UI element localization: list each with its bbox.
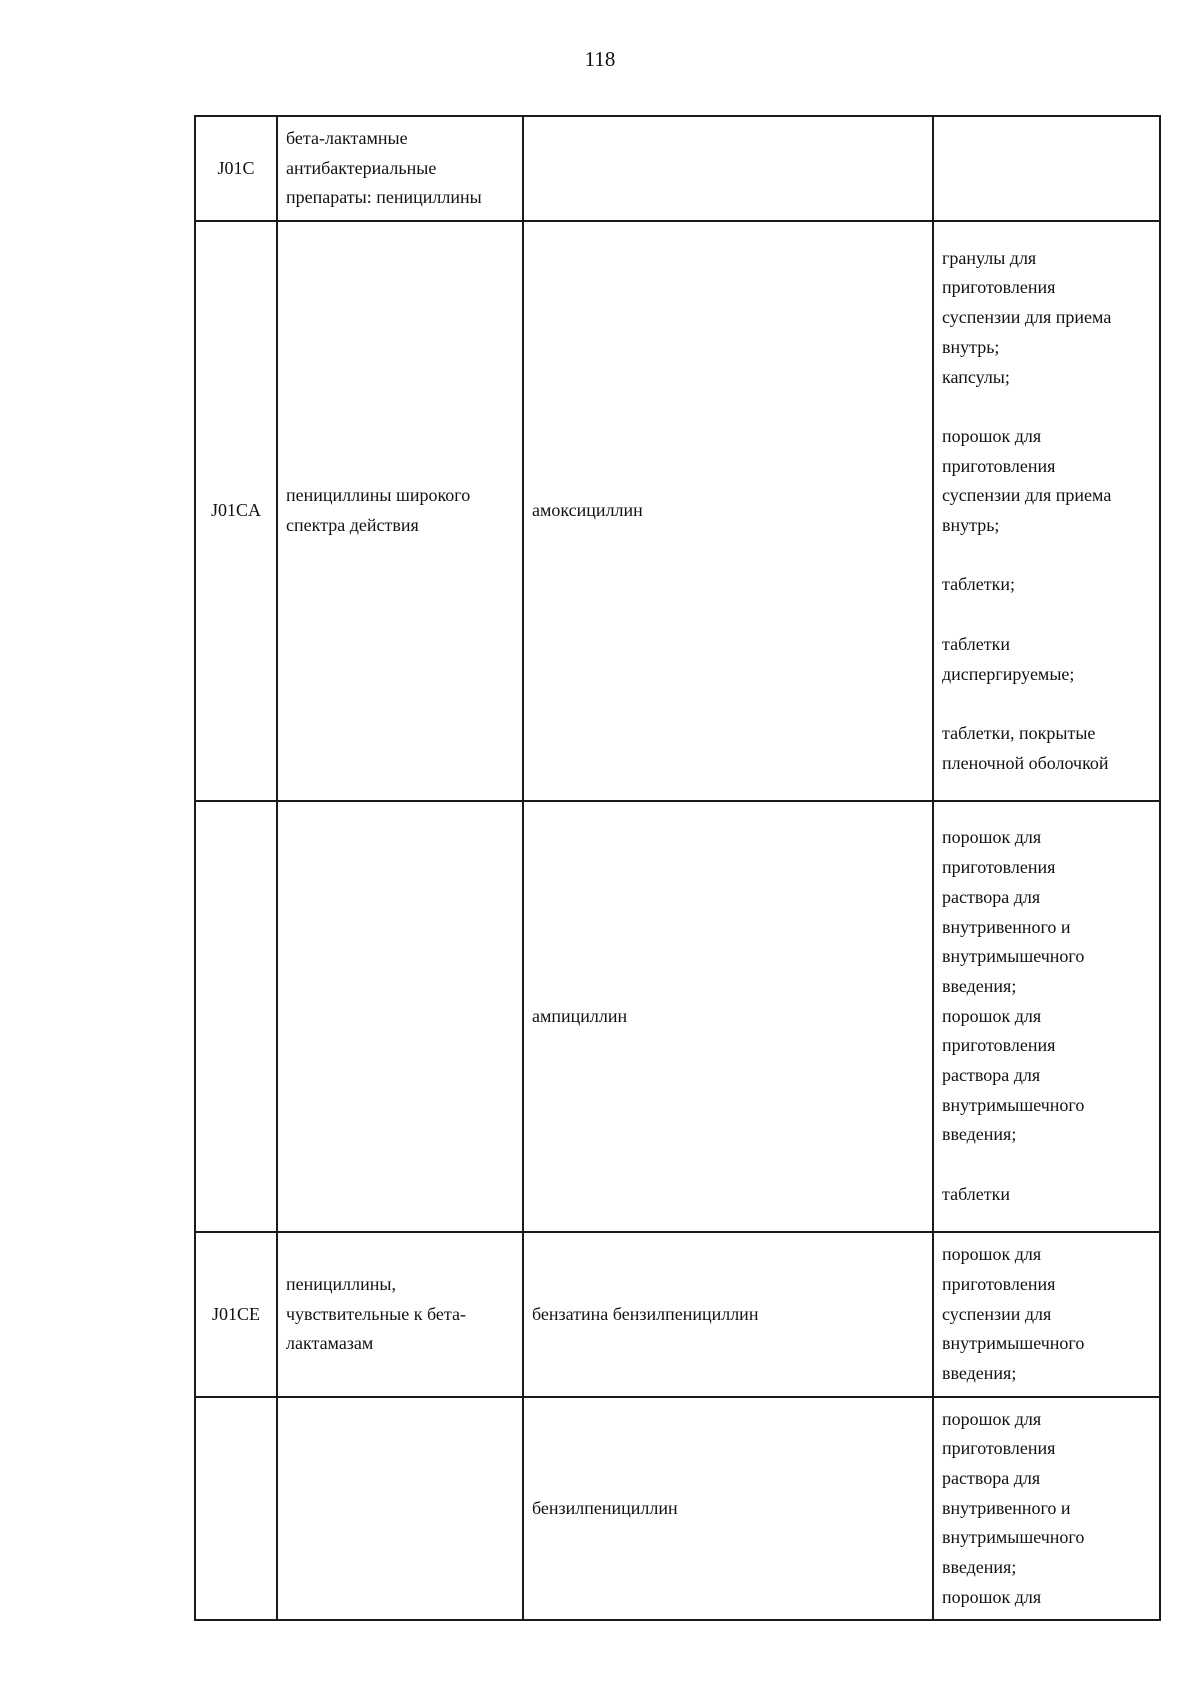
blank-line — [942, 689, 1153, 719]
cell-text-line: спектра действия — [286, 515, 419, 535]
blank-line — [942, 541, 1153, 571]
cell-text-line: внутривенного и — [942, 1497, 1071, 1518]
drug-name-cell: амоксициллин — [523, 221, 933, 801]
group-name-cell — [277, 221, 523, 801]
table-row — [195, 1232, 1160, 1397]
cell-text-line: раствора для — [942, 886, 1041, 907]
cell-text-line: порошок для — [942, 1244, 1042, 1265]
cell-text-line: порошок для — [942, 1586, 1042, 1607]
cell-text-line: суспензии для приема — [942, 307, 1112, 328]
cell-text-line: внутрь; — [942, 515, 1000, 536]
cell-text-line: таблетки, покрытые — [942, 722, 1096, 743]
blank-line — [942, 600, 1153, 630]
cell-text-line: суспензии для — [942, 1303, 1052, 1324]
page-number: 118 — [584, 47, 616, 71]
cell-text-line: препараты: пенициллины — [286, 187, 482, 208]
group-name-cell — [277, 1397, 523, 1620]
atc-code-cell — [195, 801, 277, 1232]
cell-text-line: приготовления — [942, 277, 1056, 298]
cell-text-line: внутримышечного — [942, 1333, 1085, 1354]
cell-text-line: таблетки; — [942, 574, 1016, 595]
dosage-forms-cell — [933, 1397, 1160, 1620]
group-name-cell — [277, 801, 523, 1232]
cell-text-line: пенициллины, — [286, 1273, 396, 1294]
drug-name-cell: бензилпенициллин — [523, 1397, 933, 1620]
drug-name-cell — [523, 116, 933, 221]
cell-text-line: приготовления — [942, 1438, 1056, 1459]
cell-text-line: порошок для — [942, 425, 1042, 446]
table-body — [195, 116, 1160, 1620]
cell-text-line: порошок для — [942, 1408, 1042, 1429]
cell-text-line: таблетки — [942, 1183, 1011, 1204]
cell-text-line: внутрь; — [942, 336, 1000, 357]
cell-text-line: пленочной оболочкой — [942, 752, 1109, 773]
cell-text-line: порошок для — [942, 827, 1042, 848]
cell-text-line: лактамазам — [286, 1333, 374, 1354]
cell-text-line: диспергируемые; — [942, 663, 1075, 684]
dosage-forms-cell — [933, 116, 1160, 221]
table-row — [195, 801, 1160, 1232]
blank-line — [942, 1150, 1153, 1180]
cell-text-line: введения; — [942, 1124, 1017, 1145]
atc-code-cell: J01C — [195, 116, 277, 221]
cell-text-line: бета-лактамные — [286, 127, 408, 148]
table-row — [195, 221, 1160, 801]
cell-text-line: введения; — [942, 975, 1017, 996]
group-name-cell — [277, 116, 523, 221]
cell-text-line: таблетки — [942, 633, 1011, 654]
drug-name-cell: бензатина бензилпенициллин — [523, 1232, 933, 1397]
group-name-cell — [277, 1232, 523, 1397]
cell-text-line: внутримышечного — [942, 946, 1085, 967]
atc-code-cell — [195, 1397, 277, 1620]
cell-text-line: приготовления — [942, 1035, 1056, 1056]
cell-text-line: раствора для — [942, 1065, 1041, 1086]
cell-text-line: приготовления — [942, 455, 1056, 476]
dosage-forms-cell — [933, 221, 1160, 801]
cell-text-line: пенициллины широкого — [286, 485, 471, 506]
cell-text-line: раствора для — [942, 1467, 1041, 1488]
cell-text-line: внутривенного и — [942, 916, 1071, 937]
cell-text-line: чувствительные к бета- — [286, 1303, 466, 1324]
cell-text-line: антибактериальные — [286, 157, 437, 178]
drug-name-cell: ампициллин — [523, 801, 933, 1232]
cell-text-line: гранулы для — [942, 247, 1037, 268]
table-row — [195, 1397, 1160, 1620]
dosage-forms-cell — [933, 801, 1160, 1232]
cell-text-line: введения; — [942, 1363, 1017, 1384]
cell-text-line: приготовления — [942, 1273, 1056, 1294]
blank-line — [942, 392, 1153, 422]
cell-text-line: введения; — [942, 1557, 1017, 1578]
table-row — [195, 116, 1160, 221]
cell-text-line: внутримышечного — [942, 1527, 1085, 1548]
drug-classification-table — [194, 115, 1161, 1621]
cell-text-line: внутримышечного — [942, 1094, 1085, 1115]
atc-code-cell: J01CA — [195, 221, 277, 801]
dosage-forms-cell — [933, 1232, 1160, 1397]
cell-text-line: порошок для — [942, 1005, 1042, 1026]
cell-text-line: приготовления — [942, 857, 1056, 878]
cell-text-line: суспензии для приема — [942, 485, 1112, 506]
atc-code-cell: J01CE — [195, 1232, 277, 1397]
cell-text-line: капсулы; — [942, 366, 1010, 387]
